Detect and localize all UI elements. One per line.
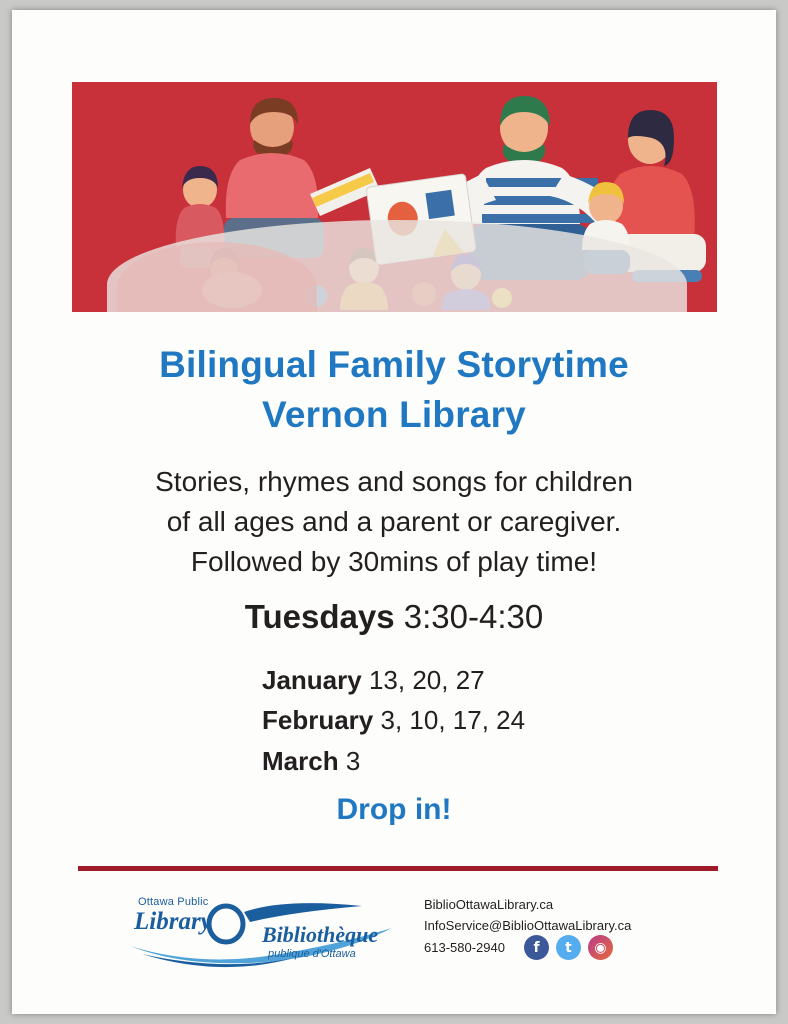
poster-page xyxy=(12,10,776,1014)
date-row xyxy=(262,660,525,700)
storytime-illustration xyxy=(72,82,717,312)
title-line-2: Vernon Library xyxy=(262,393,526,435)
date-days: 3, 10, 17, 24 xyxy=(380,705,526,736)
date-row xyxy=(262,700,525,740)
poster-title xyxy=(12,340,776,440)
drop-in-note: Drop in! xyxy=(336,793,452,826)
email-text: InfoService@BiblioOttawaLibrary.ca xyxy=(424,918,632,934)
instagram-icon[interactable]: ◉ xyxy=(588,935,613,960)
date-month: March xyxy=(262,745,339,776)
website-text: BiblioOttawaLibrary.ca xyxy=(424,897,554,912)
date-month: February xyxy=(262,705,374,736)
twitter-icon[interactable]: t xyxy=(556,935,581,960)
description-line-1: Stories, rhymes and songs for children xyxy=(155,466,633,497)
logo-ottawa-public: Ottawa Public xyxy=(138,896,209,908)
schedule-day: Tuesdays xyxy=(244,598,395,635)
date-month: January xyxy=(262,665,362,695)
date-days: 3 xyxy=(345,745,361,776)
ottawa-public-library-logo xyxy=(122,890,402,970)
schedule-line xyxy=(12,598,776,636)
poster-description xyxy=(12,462,776,581)
logo-bibliotheque-word: Bibliothèque xyxy=(262,922,379,947)
date-days: 13, 20, 27 xyxy=(368,665,485,695)
divider-rule xyxy=(78,866,718,871)
logo-publique-dottawa: publique d'Ottawa xyxy=(268,948,356,960)
facebook-icon[interactable]: f xyxy=(524,935,549,960)
phone-text: 613-580-2940 xyxy=(424,939,505,955)
social-icons xyxy=(524,935,613,960)
date-list xyxy=(262,660,525,781)
logo-library-word: Library xyxy=(134,908,212,935)
date-row xyxy=(262,741,525,781)
description-line-3: Followed by 30mins of play time! xyxy=(190,545,598,577)
schedule-time: 3:30-4:30 xyxy=(403,598,544,635)
description-line-2: of all ages and a parent or caregiver. xyxy=(166,505,622,537)
title-line-1: Bilingual Family Storytime xyxy=(159,344,629,385)
